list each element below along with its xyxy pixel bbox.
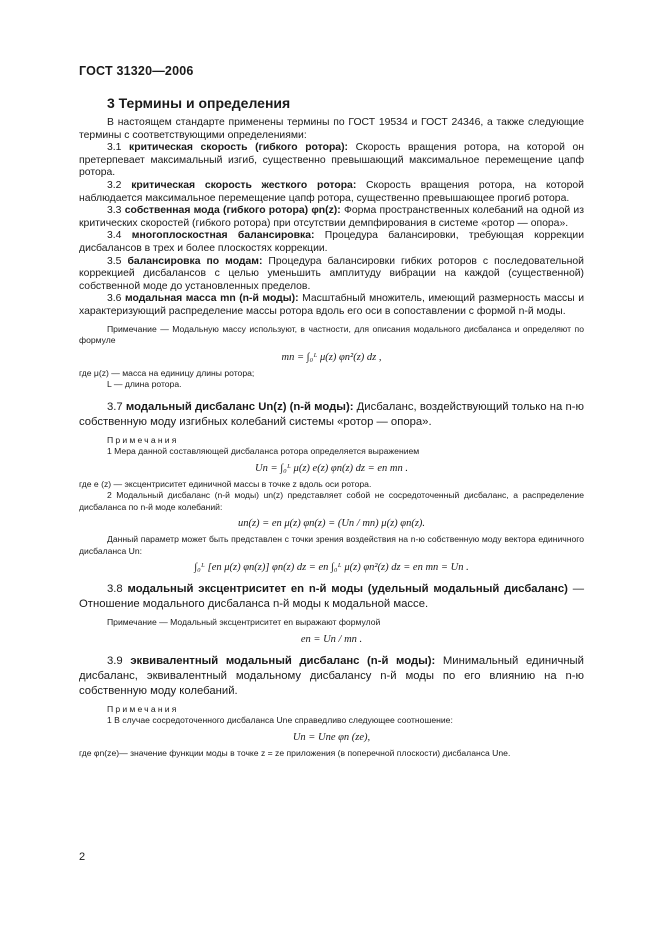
formula-unit-unbalance: ∫₀ᴸ [en μ(z) φn(z)] φn(z) dz = en ∫₀ᴸ μ(z) φn²(z) dz = en mn = Un .	[194, 562, 469, 573]
note-3-7-3: Данный параметр может быть представлен с точки зрения воздействия на n-ю собственную моду вектора единичного дисбаланса Un:	[79, 534, 584, 556]
term-3-5: 3.5 балансировка по модам: Процедура балансировки гибких роторов с последовательной коррекцией дисбалансов с целью уменьшить амплитуду вибрации на каждой (существенной) собственной моде до установленных пределов.	[79, 255, 584, 292]
document-header: ГОСТ 31320—2006	[79, 64, 194, 78]
intro-paragraph: В настоящем стандарте применены термины по ГОСТ 19534 и ГОСТ 24346, а также следующие термины с соответствующими определениями:	[79, 117, 584, 141]
where-mu: где μ(z) — масса на единицу длины ротора;	[79, 367, 255, 378]
note-3-8: Примечание — Модальный эксцентриситет en выражают формулой	[107, 617, 381, 627]
where-length: L — длина ротора.	[107, 379, 182, 389]
notes-heading-3-9: Примечания	[107, 703, 179, 714]
term-3-7: 3.7 модальный дисбаланс Un(z) (n-й моды): Дисбаланс, воздействующий только на n-ю собственную моду изгибных колебаний системы «ротор — опора».	[79, 400, 585, 428]
section-title: 3 Термины и определения	[107, 95, 291, 111]
term-3-6: 3.6 модальная масса mn (n-й моды): Масштабный множитель, имеющий размерность массы и характеризующий распределение массы ротора вдоль его оси в сопоставлении с формой n-й моды.	[79, 293, 585, 317]
notes-heading-3-7: Примечания	[107, 434, 179, 445]
formula-modal-eccentricity: en = Un / mn .	[300, 633, 363, 645]
page-number: 2	[79, 851, 86, 863]
formula-distributed-unbalance: un(z) = en μ(z) φn(z) = (Un / mn) μ(z) φn(z).	[237, 518, 426, 529]
term-3-2: 3.2 критическая скорость жесткого ротора: Скорость вращения ротора, на которой наблюдается максимальное перемещение цапф ротора, существенно превышающее прогиб ротора.	[79, 179, 584, 204]
term-3-3: 3.3 собственная мода (гибкого ротора) φn(z): Форма пространственных колебаний на одной из критических скоростей (гибкого ротора) при отсутствии демпфирования в системе «ротор — опора».	[79, 205, 584, 229]
where-eccentricity: где e (z) — эксцентриситет единичной массы в точке z вдоль оси ротора.	[79, 478, 372, 489]
term-3-8: 3.8 модальный эксцентриситет en n-й моды (удельный модальный дисбаланс) — Отношение модального дисбаланса n-й моды к модальной массе.	[79, 583, 584, 610]
where-mode-function: где φn(ze)— значение функции моды в точке z = ze приложения (в поперечной плоскости) дисбаланса Une.	[79, 747, 511, 758]
term-3-1: 3.1 критическая скорость (гибкого ротора): Скорость вращения ротора, на которой он претерпевает максимальный изгиб, существенно превышающий максимальное перемещение цапф ротора.	[79, 142, 585, 179]
formula-concentrated-unbalance: Un = Une φn (ze),	[292, 731, 371, 743]
document-body	[79, 117, 584, 759]
note-3-7-2: 2 Модальный дисбаланс (n-й моды) un(z) представляет собой не сосредоточенный дисбаланс, а распределение дисбаланса по n-й моде колебаний:	[79, 490, 584, 512]
note-3-9-1: 1 В случае сосредоточенного дисбаланса Une справедливо следующее соотношение:	[107, 715, 453, 725]
term-3-4: 3.4 многоплоскостная балансировка: Процедура балансировки, требующая коррекции дисбалансов в трех и более плоскостях коррекции.	[79, 230, 585, 254]
note-3-7-1: 1 Мера данной составляющей дисбаланса ротора определяется выражением	[107, 446, 420, 456]
term-3-9: 3.9 эквивалентный модальный дисбаланс (n-й моды): Минимальный единичный дисбаланс, эквивалентный модальному дисбалансу n-й моды по его влиянию на n-ю собственную моду колебаний.	[79, 654, 584, 697]
formula-modal-mass: mn = ∫₀ᴸ μ(z) φn²(z) dz ,	[281, 351, 382, 363]
formula-modal-unbalance: Un = ∫₀ᴸ μ(z) e(z) φn(z) dz = en mn .	[255, 462, 408, 474]
note-3-6: Примечание — Модальную массу используют, в частности, для описания модального дисбаланса и определяют по формуле	[79, 323, 584, 345]
